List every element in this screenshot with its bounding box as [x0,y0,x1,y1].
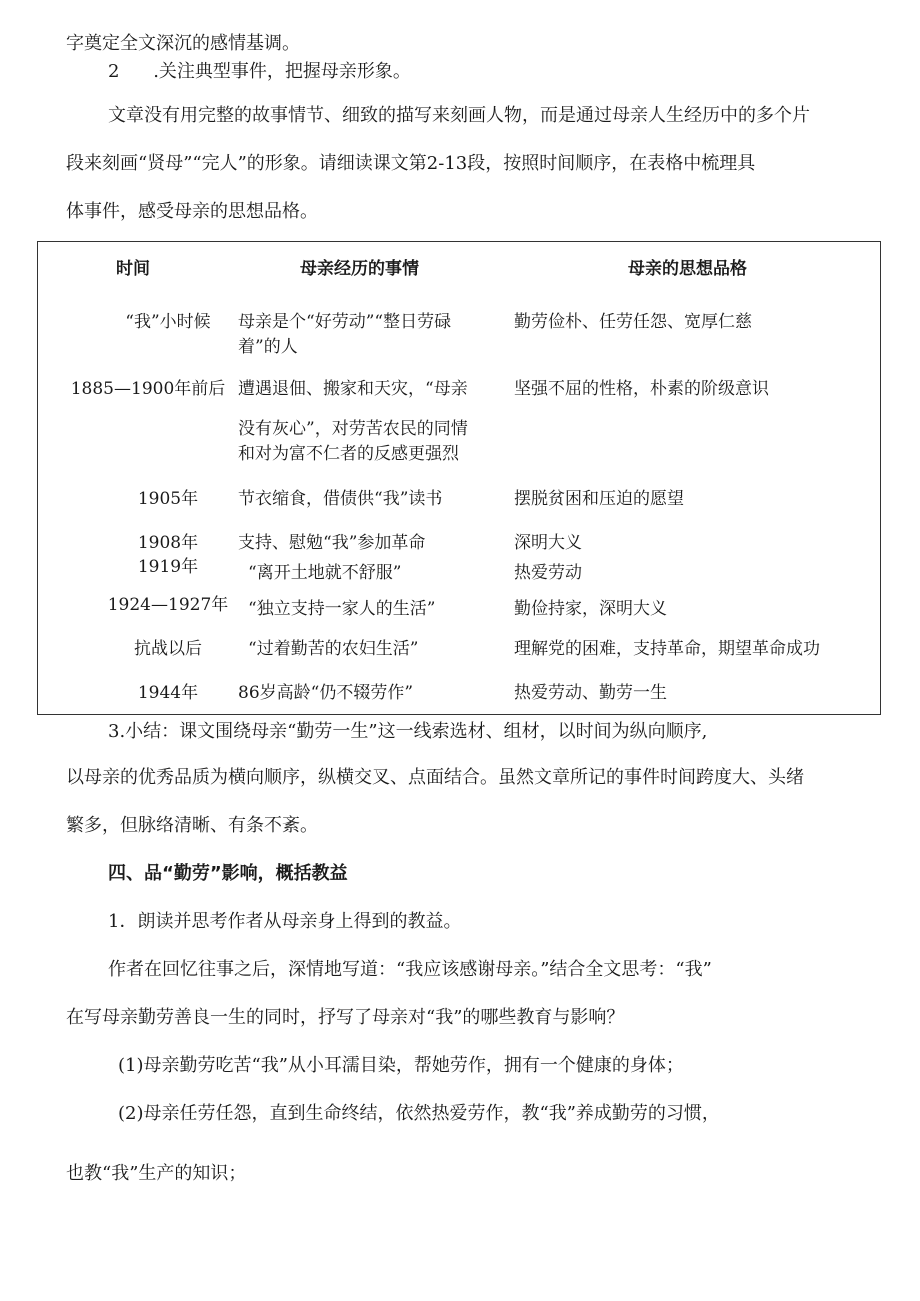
table-header-trait: 母亲的思想品格 [628,259,747,279]
table-row-time: 1924—1927年 [107,595,229,615]
answer2-line-1: (2)母亲任劳任怨，直到生命终结，依然热爱劳作，教“我”养成勤劳的习惯， [118,1103,720,1124]
table-row-event [238,311,451,359]
section2-title: .关注典型事件，把握母亲形象。 [153,61,411,82]
event-line: 母亲是个“好劳动”“整日劳碌 [238,312,452,332]
item1-line: 1．朗读并思考作者从母亲身上得到的教益。 [108,911,462,932]
table-row-event [238,378,468,466]
section2-number: 2 [108,61,120,82]
table-row-trait: 热爱劳动 [514,563,582,583]
table-row-trait: 勤劳俭朴、任劳任怨、宽厚仁慈 [514,312,752,332]
table-row-event: 86岁高龄“仍不辍劳作” [238,683,414,703]
table-row-trait: 深明大义 [514,533,582,553]
para2-line-2: 段来刻画“贤母”“完人”的形象。请细读课文第2-13段，按照时间顺序，在表格中梳理具 [66,153,756,174]
question-line-1: 作者在回忆往事之后，深情地写道：“我应该感谢母亲。”结合全文思考：“我” [108,959,712,980]
table-row-trait: 热爱劳动、勤劳一生 [514,683,667,703]
summary-line-3: 繁多，但脉络清晰、有条不紊。 [66,815,318,836]
answer2-line-2: 也教“我”生产的知识； [66,1163,247,1184]
summary-line-2: 以母亲的优秀品质为横向顺序，纵横交叉、点面结合。虽然文章所记的事件时间跨度大、头绪 [66,767,804,788]
table-row-event: 节衣缩食，借债供“我”读书 [238,489,443,509]
table-row-time: 1885—1900年前后 [70,379,226,399]
table-row-time: 1919年 [137,557,199,577]
section4-heading: 四、品“勤劳”影响，概括教益 [108,863,348,884]
event-line: 和对为富不仁者的反感更强烈 [238,444,459,464]
answer1-line: (1)母亲勤劳吃苦“我”从小耳濡目染，帮她劳作，拥有一个健康的身体； [118,1055,684,1076]
table-row-trait: 勤俭持家，深明大义 [514,599,667,619]
table-row-time: 1908年 [137,533,199,553]
event-line: 没有灰心”，对劳苦农民的同情 [238,419,468,439]
intro-tail-line: 字奠定全文深沉的感情基调。 [66,33,300,54]
event-line: 遭遇退佃、搬家和天灾，“母亲 [238,379,468,399]
events-table [37,241,881,715]
section2-heading [108,60,411,84]
table-row-event: “离开土地就不舒服” [248,563,402,583]
table-row-time: “我”小时候 [125,312,211,332]
summary-line-1: 3.小结：课文围绕母亲“勤劳一生”这一线索选材、组材，以时间为纵向顺序, [108,721,708,742]
para2-line-1: 文章没有用完整的故事情节、细致的描写来刻画人物，而是通过母亲人生经历中的多个片 [108,105,810,126]
table-header-event: 母亲经历的事情 [300,259,419,279]
table-row-trait: 坚强不屈的性格，朴素的阶级意识 [514,379,769,399]
question-line-2: 在写母亲勤劳善良一生的同时，抒写了母亲对“我”的哪些教育与影响？ [66,1007,625,1028]
para2-line-3: 体事件，感受母亲的思想品格。 [66,201,318,222]
table-header-time: 时间 [116,259,150,279]
table-row-trait: 摆脱贫困和压迫的愿望 [514,489,684,509]
table-row-event: “过着勤苦的农妇生活” [248,639,419,659]
table-row-time: 抗战以后 [134,639,202,659]
table-row-time: 1944年 [137,683,199,703]
table-row-event: “独立支持一家人的生活” [248,599,436,619]
event-line: 着”的人 [238,337,298,357]
table-row-event: 支持、慰勉“我”参加革命 [238,533,426,553]
table-row-time: 1905年 [137,489,199,509]
table-row-trait: 理解党的困难，支持革命，期望革命成功 [514,639,820,659]
